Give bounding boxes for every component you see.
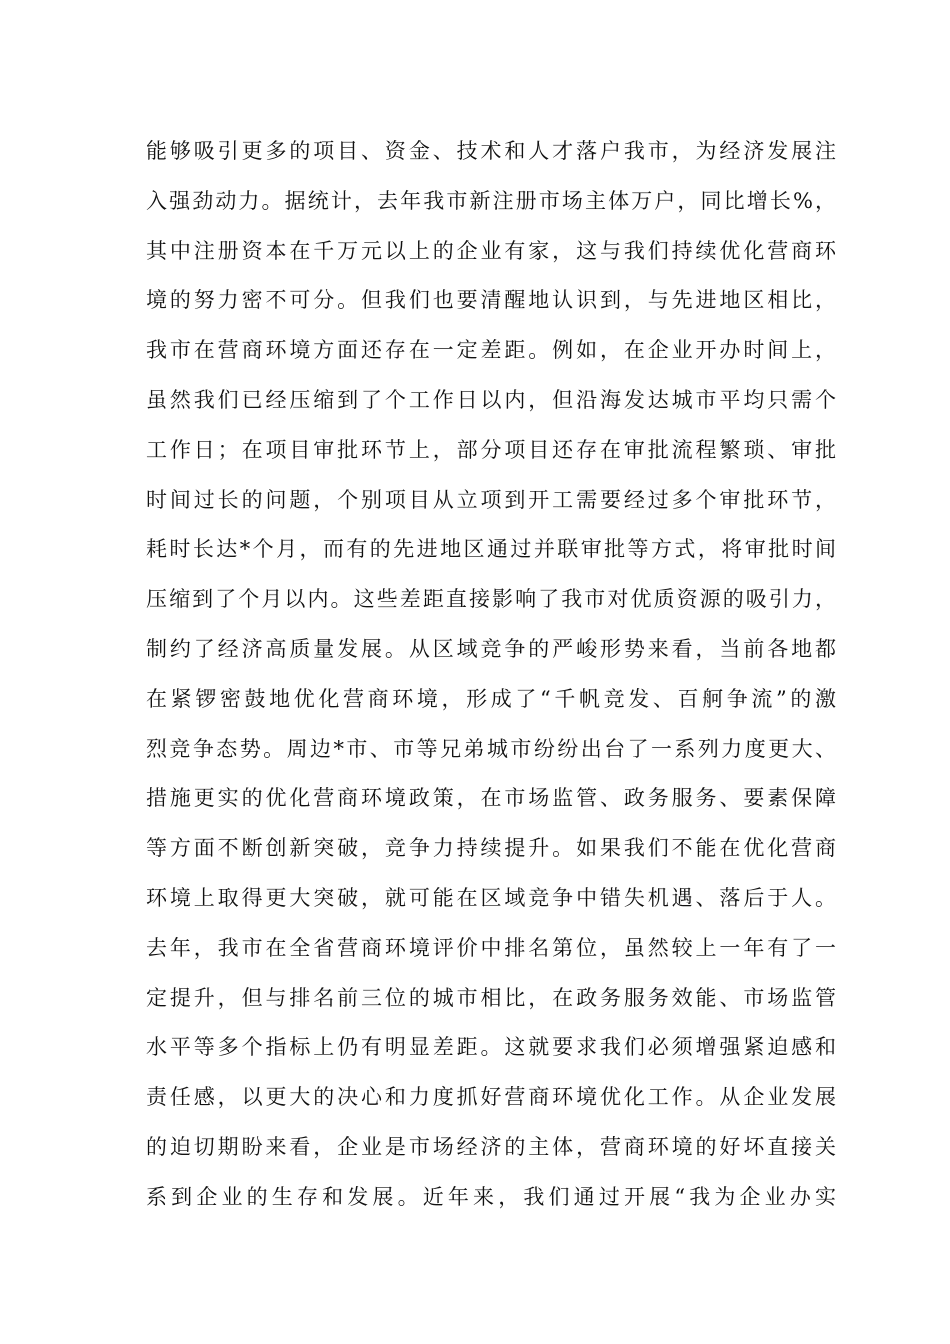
text-line: 时间过长的问题，个别项目从立项到开工需要经过多个审批环节，: [146, 487, 836, 512]
text-line: 的迫切期盼来看，企业是市场经济的主体，营商环境的好坏直接关: [146, 1134, 836, 1159]
text-line: 水平等多个指标上仍有明显差距。这就要求我们必须增强紧迫感和: [146, 1035, 836, 1060]
text-line: 压缩到了个月以内。这些差距直接影响了我市对优质资源的吸引力，: [146, 587, 836, 612]
text-line: 其中注册资本在千万元以上的企业有家，这与我们持续优化营商环: [146, 238, 836, 263]
text-line: 能够吸引更多的项目、资金、技术和人才落户我市，为经济发展注: [146, 139, 836, 163]
text-line: 虽然我们已经压缩到了个工作日以内，但沿海发达城市平均只需个: [146, 387, 836, 412]
text-line: 责任感，以更大的决心和力度抓好营商环境优化工作。从企业发展: [146, 1085, 836, 1110]
text-line: 工作日；在项目审批环节上，部分项目还存在审批流程繁琐、审批: [146, 437, 836, 462]
text-line: 烈竞争态势。周边*市、市等兄弟城市纷纷出台了一系列力度更大、: [146, 736, 836, 761]
text-line: 系到企业的生存和发展。近年来，我们通过开展“我为企业办实: [146, 1184, 836, 1209]
text-line: 定提升，但与排名前三位的城市相比，在政务服务效能、市场监管: [146, 985, 836, 1010]
text-line: 等方面不断创新突破，竞争力持续提升。如果我们不能在优化营商: [146, 836, 836, 861]
text-line: 去年，我市在全省营商环境评价中排名第位，虽然较上一年有了一: [146, 935, 836, 960]
text-line: 措施更实的优化营商环境政策，在市场监管、政务服务、要素保障: [146, 786, 836, 811]
text-line: 入强劲动力。据统计，去年我市新注册市场主体万户，同比增长%，: [146, 188, 836, 213]
text-line: 我市在营商环境方面还存在一定差距。例如，在企业开办时间上，: [146, 338, 836, 363]
text-line: 耗时长达*个月，而有的先进地区通过并联审批等方式，将审批时间: [146, 537, 836, 562]
document-body-text: [146, 133, 836, 1229]
text-line: 在紧锣密鼓地优化营商环境，形成了“千帆竞发、百舸争流”的激: [146, 686, 836, 711]
text-line: 环境上取得更大突破，就可能在区域竞争中错失机遇、落后于人。: [146, 885, 836, 910]
text-line: 境的努力密不可分。但我们也要清醒地认识到，与先进地区相比，: [146, 288, 836, 313]
text-line: 制约了经济高质量发展。从区域竞争的严峻形势来看，当前各地都: [146, 636, 836, 661]
